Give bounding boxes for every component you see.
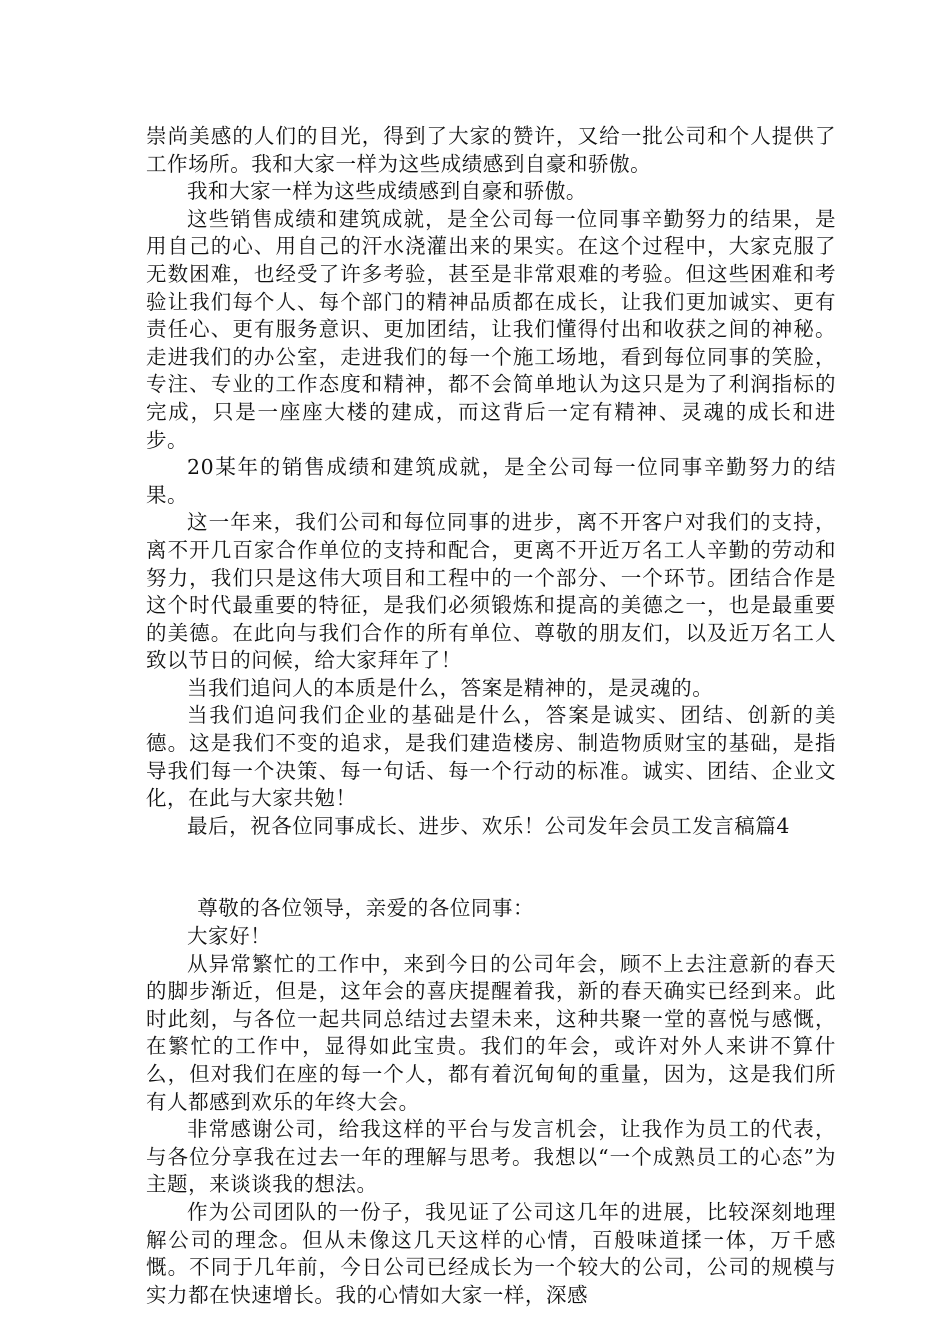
salutation: 尊敬的各位领导，亲爱的各位同事： [197, 896, 535, 921]
paragraph: 20某年的销售成绩和建筑成就，是全公司每一位同事辛勤努力的结果。 [146, 455, 836, 507]
paragraph: 大家好！ [187, 924, 272, 949]
paragraph: 作为公司团队的一份子，我见证了公司这几年的进展，比较深刻地理解公司的理念。但从未像这几天这样的心情，百般味道揉一体，万千感慨。不同于几年前，今日公司已经成长为一个较大的公司，公司的规模与实力都在快速增长。我的心情如大家一样，深感 [146, 1199, 836, 1307]
paragraph: 当我们追问人的本质是什么，答案是精神的，是灵魂的。 [187, 675, 714, 700]
paragraph: 这些销售成绩和建筑成就，是全公司每一位同事辛勤努力的结果，是用自己的心、用自己的汗水浇灌出来的果实。在这个过程中，大家克服了无数困难，也经受了许多考验，甚至是非常艰难的考验。但这些困难和考验让我们每个人、每个部门的精神品质都在成长，让我们更加诚实、更有责任心、更有服务意识、更加团结，让我们懂得付出和收获之间的神秘。走进我们的办公室，走进我们的每一个施工场地，看到每位同事的笑脸，专注、专业的工作态度和精神，都不会简单地认为这只是为了利润指标的完成，只是一座座大楼的建成，而这背后一定有精神、灵魂的成长和进步。 [146, 206, 836, 452]
paragraph: 这一年来，我们公司和每位同事的进步，离不开客户对我们的支持，离不开几百家合作单位的支持和配合，更离不开近万名工人辛勤的劳动和努力，我们只是这伟大项目和工程中的一个部分、一个环节。团结合作是这个时代最重要的特征，是我们必须锻炼和提高的美德之一，也是最重要的美德。在此向与我们合作的所有单位、尊敬的朋友们，以及近万名工人致以节日的问候，给大家拜年了！ [146, 510, 836, 673]
section-gap [146, 840, 836, 895]
paragraph: 我和大家一样为这些成绩感到自豪和骄傲。 [187, 179, 587, 204]
paragraph: 从异常繁忙的工作中，来到今日的公司年会，顾不上去注意新的春天的脚步渐近，但是，这年会的喜庆提醒着我，新的春天确实已经到来。此时此刻，与各位一起共同总结过去望未来，这种共聚一堂的喜悦与感慨，在繁忙的工作中，显得如此宝贵。我们的年会，或许对外人来讲不算什么，但对我们在座的每一个人，都有着沉甸甸的重量，因为，这是我们所有人都感到欢乐的年终大会。 [146, 951, 836, 1114]
document-body [146, 123, 836, 1309]
paragraph-section-heading: 最后，祝各位同事成长、进步、欢乐！公司发年会员工发言稿篇4 [187, 813, 790, 838]
paragraph: 非常感谢公司，给我这样的平台与发言机会，让我作为员工的代表，与各位分享我在过去一年的理解与思考。我想以“一个成熟员工的心态”为主题，来谈谈我的想法。 [146, 1117, 836, 1197]
paragraph: 当我们追问我们企业的基础是什么，答案是诚实、团结、创新的美德。这是我们不变的追求，是我们建造楼房、制造物质财宝的基础，是指导我们每一个决策、每一句话、每一个行动的标准。诚实、团结、企业文化，在此与大家共勉！ [146, 703, 836, 811]
paragraph: 崇尚美感的人们的目光，得到了大家的赞许，又给一批公司和个人提供了工作场所。我和大家一样为这些成绩感到自豪和骄傲。 [146, 124, 836, 176]
